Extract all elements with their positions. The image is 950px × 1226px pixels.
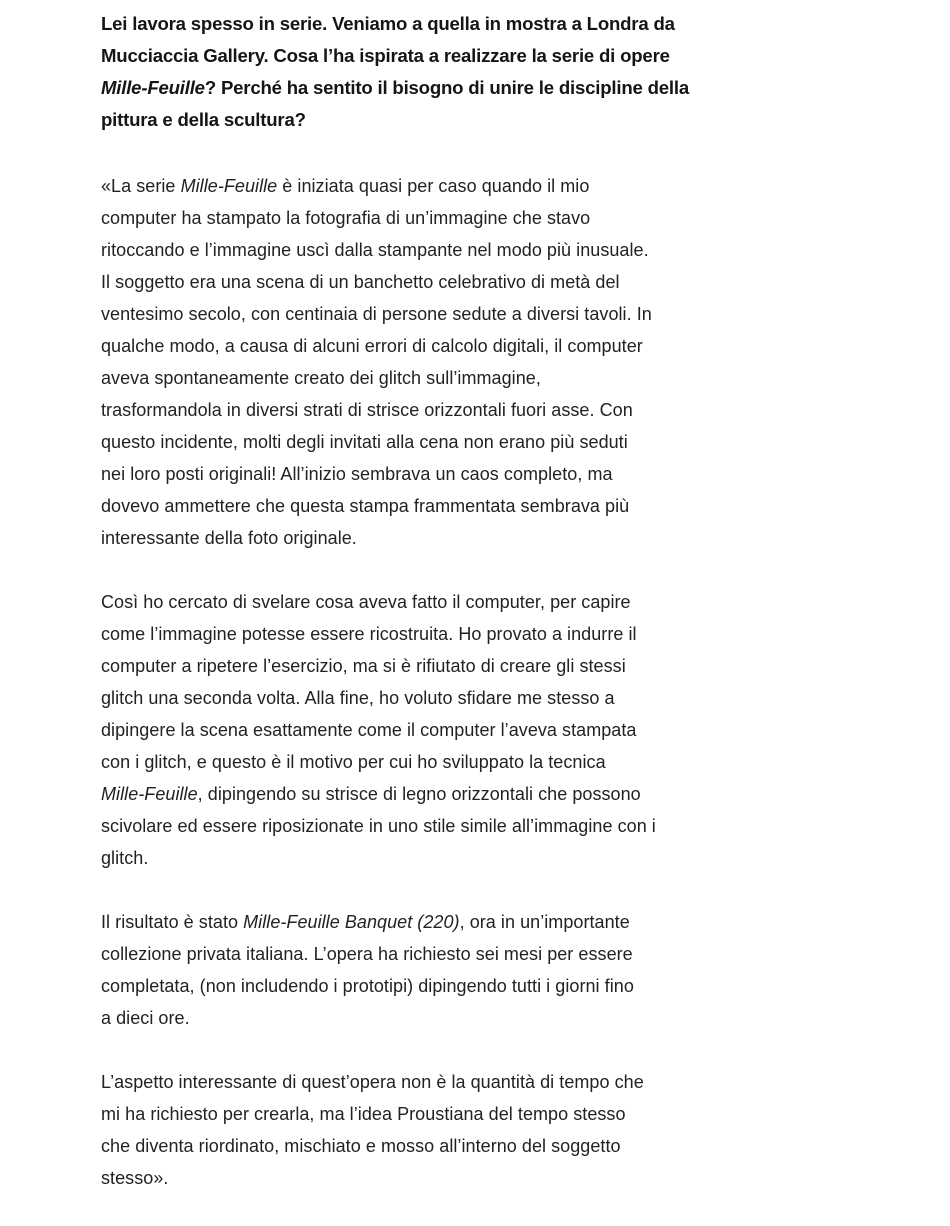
text-line [101,490,731,522]
text-line [101,458,731,490]
answer-paragraph-3 [101,906,731,1034]
text-line [101,970,731,1002]
article-body [101,8,731,1226]
text-segment: , dipingendo su strisce di legno orizzontali che possono [197,784,641,804]
text-segment: Mucciaccia Gallery. Cosa l’ha ispirata a realizzare la serie di opere [101,45,670,66]
text-segment: glitch. [101,848,149,868]
text-line [101,746,731,778]
italic-title-text: Mille-Feuille [180,176,278,196]
text-segment: scivolare ed essere riposizionate in uno stile simile all’immagine con i [101,816,656,836]
text-line [101,170,731,202]
text-segment: Così ho cercato di svelare cosa aveva fatto il computer, per capire [101,592,631,612]
text-line [101,1002,731,1034]
text-line [101,522,731,554]
italic-title-text: Mille-Feuille Banquet (220) [243,912,460,932]
text-segment: ritoccando e l’immagine uscì dalla stampante nel modo più inusuale. [101,240,649,260]
italic-title-text: Mille-Feuille [101,77,205,98]
text-segment: collezione privata italiana. L’opera ha richiesto sei mesi per essere [101,944,633,964]
text-line [101,8,731,40]
answer-paragraph-2 [101,586,731,874]
text-segment: ventesimo secolo, con centinaia di persone sedute a diversi tavoli. In [101,304,652,324]
text-segment: , ora in un’importante [459,912,630,932]
text-segment: aveva spontaneamente creato dei glitch sull’immagine, [101,368,541,388]
text-line [101,714,731,746]
text-segment: Il risultato è stato [101,912,244,932]
answer-paragraph-4 [101,1066,731,1194]
text-line [101,426,731,458]
interview-question [101,8,731,136]
text-segment: pittura e della scultura? [101,109,306,130]
text-segment: con i glitch, e questo è il motivo per cui ho sviluppato la tecnica [101,752,606,772]
text-line [101,650,731,682]
text-segment: Lei lavora spesso in serie. Veniamo a quella in mostra a Londra da [101,13,675,34]
text-line [101,618,731,650]
text-segment: «La serie [101,176,181,196]
text-line [101,330,731,362]
text-segment: L’aspetto interessante di quest’opera non è la quantità di tempo che [101,1072,644,1092]
text-segment: completata, (non includendo i prototipi) dipingendo tutti i giorni fino [101,976,634,996]
text-segment: qualche modo, a causa di alcuni errori di calcolo digitali, il computer [101,336,643,356]
text-line [101,682,731,714]
text-line [101,1162,731,1194]
text-line [101,906,731,938]
text-line [101,586,731,618]
text-segment: nei loro posti originali! All’inizio sembrava un caos completo, ma [101,464,613,484]
text-line [101,266,731,298]
text-segment: ? Perché ha sentito il bisogno di unire le discipline della [204,77,689,98]
text-segment: computer ha stampato la fotografia di un’immagine che stavo [101,208,591,228]
text-segment: stesso». [101,1168,169,1188]
text-segment: glitch una seconda volta. Alla fine, ho voluto sfidare me stesso a [101,688,615,708]
text-line [101,202,731,234]
text-line [101,842,731,874]
text-segment: Il soggetto era una scena di un banchetto celebrativo di metà del [101,272,620,292]
text-segment: dovevo ammettere che questa stampa frammentata sembrava più [101,496,630,516]
text-segment: interessante della foto originale. [101,528,357,548]
text-line [101,72,731,104]
text-line [101,234,731,266]
text-segment: mi ha richiesto per crearla, ma l’idea Proustiana del tempo stesso [101,1104,626,1124]
text-line [101,1098,731,1130]
text-segment: che diventa riordinato, mischiato e mosso all’interno del soggetto [101,1136,621,1156]
text-line [101,1066,731,1098]
text-segment: trasformandola in diversi strati di strisce orizzontali fuori asse. Con [101,400,633,420]
answer-paragraph-1 [101,170,731,554]
italic-title-text: Mille-Feuille [101,784,198,804]
text-segment: a dieci ore. [101,1008,190,1028]
text-line [101,778,731,810]
text-line [101,1130,731,1162]
text-line [101,810,731,842]
text-line [101,104,731,136]
text-segment: computer a ripetere l’esercizio, ma si è rifiutato di creare gli stessi [101,656,626,676]
text-segment: questo incidente, molti degli invitati alla cena non erano più seduti [101,432,628,452]
text-segment: è iniziata quasi per caso quando il mio [277,176,590,196]
text-line [101,394,731,426]
text-line [101,298,731,330]
text-line [101,362,731,394]
text-segment: come l’immagine potesse essere ricostruita. Ho provato a indurre il [101,624,637,644]
text-line [101,938,731,970]
text-line [101,40,731,72]
text-segment: dipingere la scena esattamente come il computer l’aveva stampata [101,720,637,740]
